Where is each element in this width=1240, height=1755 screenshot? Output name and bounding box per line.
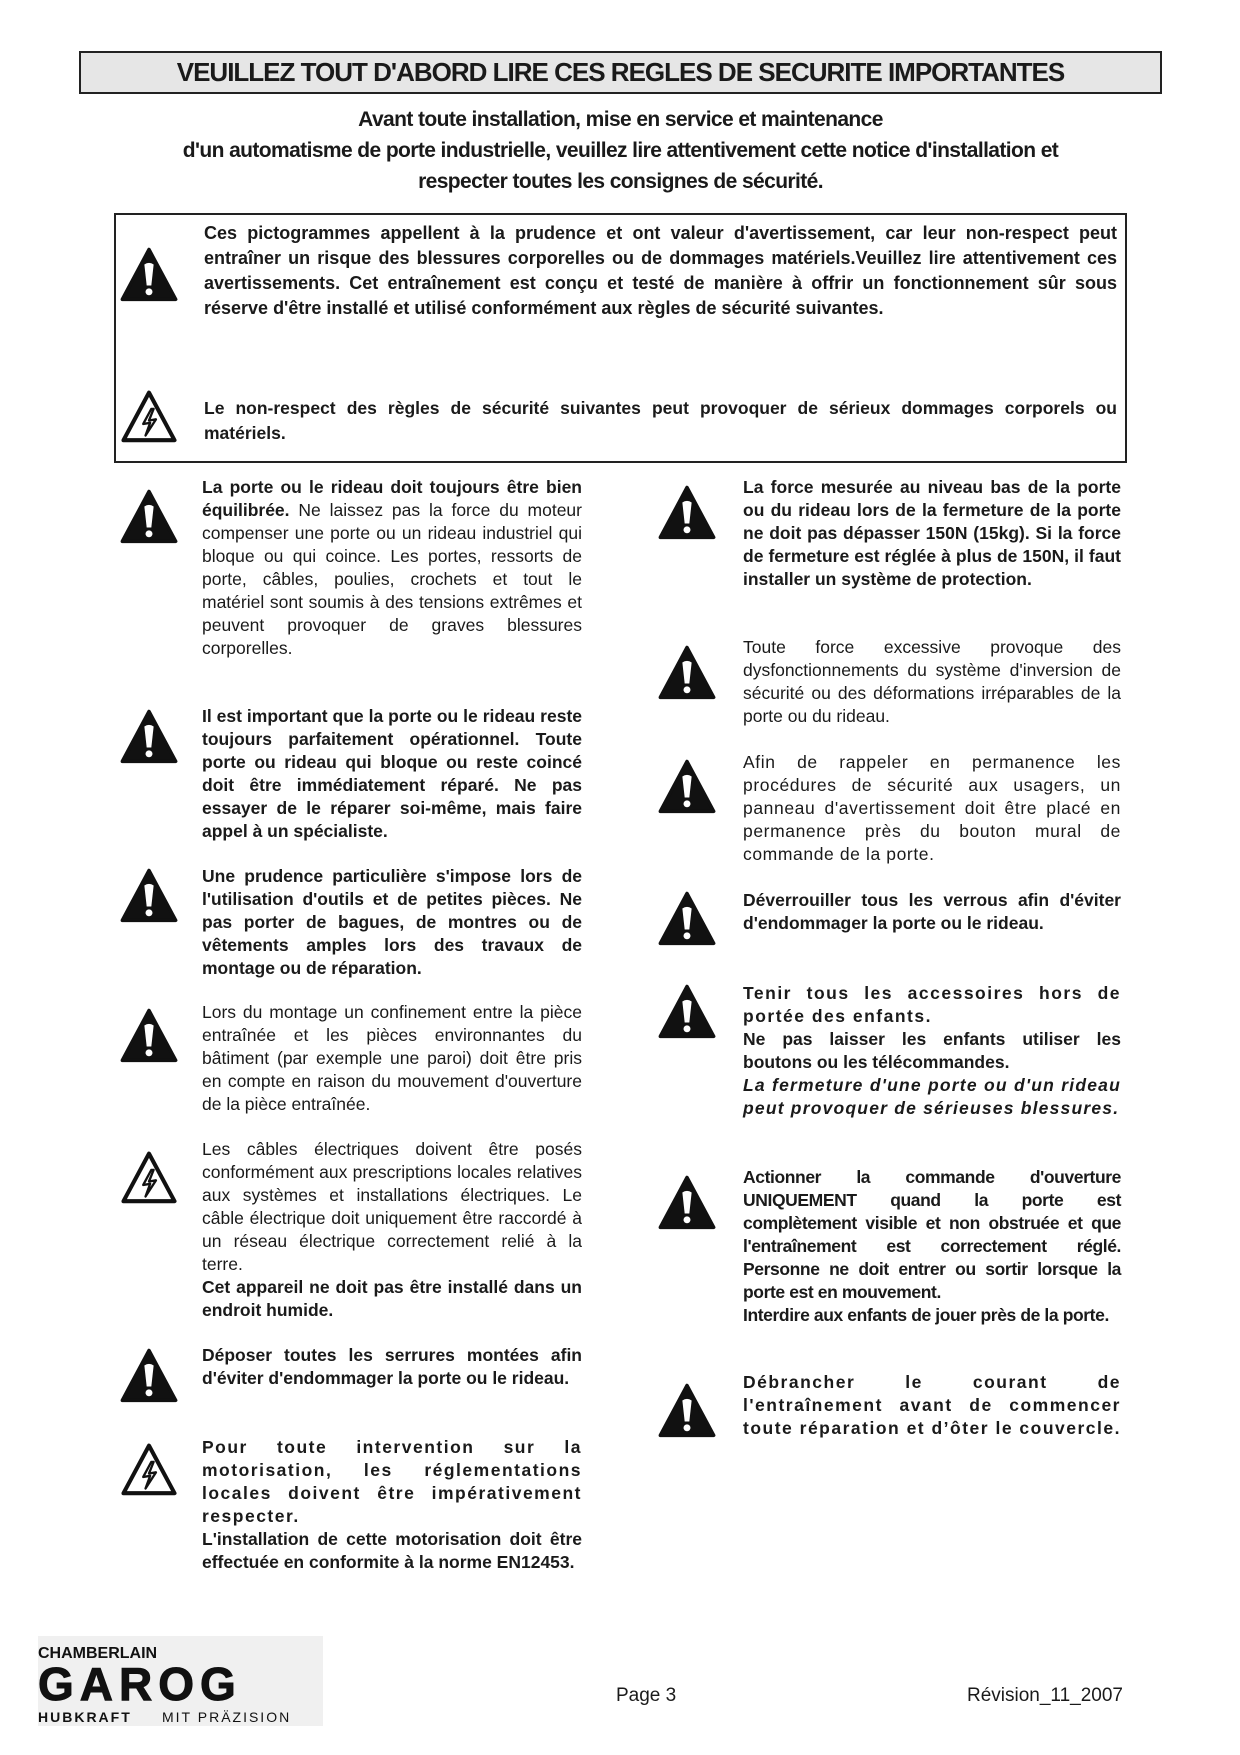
- logo-tagline: MIT PRÄZISION: [162, 1709, 292, 1725]
- safety-rule-opening: [743, 1166, 1121, 1327]
- safety-rule-locks: Déposer toutes les serrures montées afin d'éviter d'endommager la porte ou le rideau.: [202, 1345, 582, 1388]
- rule-text: Ne laissez pas la force du moteur compenser une porte ou un rideau industriel qui bloque ou qui coince. Les portes, ressorts de porte, câbles, poulies, crochets et tout le matériel sont soumis à des tensions extrêmes et peuvent provoquer de graves blessures corporelles.: [202, 500, 582, 658]
- subtitle-line: d'un automatisme de porte industrielle, veuillez lire attentivement cette notice d'installation et: [182, 139, 1059, 162]
- page-title: VEUILLEZ TOUT D'ABORD LIRE CES REGLES DE SECURITE IMPORTANTES: [176, 57, 1065, 87]
- warning-icon: [120, 246, 178, 304]
- safety-rule-unlock: Déverrouiller tous les verrous afin d'éviter d'endommager la porte ou le rideau.: [743, 890, 1121, 933]
- rule-text: Les câbles électriques doivent être posés conformément aux prescriptions locales relatives aux systèmes et installations électriques. Le câble électrique doit uniquement être raccordé à un réseau électrique correctement relié à la terre.: [202, 1139, 582, 1274]
- warning-icon: [120, 708, 178, 766]
- rule-bold: Actionner la commande d'ouverture UNIQUEMENT quand la porte est complètement visible et non obstruée et que l'entraînement est correctement réglé. Personne ne doit entrer ou sortir lorsque la porte est en mouvement.: [743, 1167, 1121, 1302]
- subtitle: [79, 104, 1162, 197]
- warning-icon: [658, 1174, 716, 1232]
- safety-rule-children: [743, 982, 1121, 1120]
- rule-bold: Cet appareil ne doit pas être installé dans un endroit humide.: [202, 1277, 582, 1320]
- subtitle-line: respecter toutes les consignes de sécurité.: [418, 170, 823, 193]
- safety-rule-cables: [202, 1138, 582, 1322]
- warning-icon: [658, 1382, 716, 1440]
- safety-rule-balance: [202, 476, 582, 660]
- electric-hazard-icon: [120, 388, 178, 446]
- warning-box-text: Ces pictogrammes appellent à la prudence et ont valeur d'avertissement, car leur non-respect peut entraîner un risque des blessures corporelles ou de dommages matériels.Veuillez lire attentivement ces avertissements. Cet entraînement est conçu et testé de manière à offrir un fonctionnement sûr sous réserve d'être installé et utilisé conformément aux règles de sécurité suivantes.: [204, 223, 1117, 318]
- safety-rule-force: La force mesurée au niveau bas de la porte ou du rideau lors de la fermeture de la porte ne doit pas dépasser 150N (15kg). Si la force de fermeture est réglée à plus de 150N, il faut installer un système de protection.: [743, 477, 1121, 589]
- rule-bold: Interdire aux enfants de jouer près de la porte.: [743, 1305, 1109, 1325]
- revision-label: Révision_11_2007: [967, 1685, 1123, 1706]
- chamberlain-garog-logo: [38, 1636, 323, 1726]
- warning-icon: [658, 890, 716, 948]
- rule-bold: L'installation de cette motorisation doit être effectuée en conformite à la norme EN12453.: [202, 1529, 582, 1572]
- rule-bold: Tenir tous les accessoires hors de portée des enfants.: [743, 983, 1121, 1026]
- safety-rule-excess-force: Toute force excessive provoque des dysfonctionnements du système d'inversion de sécurité ou des déformations irréparables de la porte ou du rideau.: [743, 637, 1121, 726]
- safety-rule-confinement: Lors du montage un confinement entre la pièce entraînée et les pièces environnantes du bâtiment (par exemple une paroi) doit être pris en compte en raison du mouvement d'ouverture de la pièce entraînée.: [202, 1002, 582, 1114]
- warning-icon: [120, 867, 178, 925]
- electric-hazard-icon: [120, 1441, 178, 1499]
- logo-top-text: CHAMBERLAIN: [38, 1645, 158, 1662]
- safety-rule-power: Débrancher le courant de l'entraînement avant de commencer toute réparation et d’ôter le couvercle.: [743, 1372, 1121, 1438]
- warning-icon: [120, 1347, 178, 1405]
- safety-rule-tools: Une prudence particulière s'impose lors de l'utilisation d'outils et de petites pièces. Ne pas porter de bagues, de montres ou de vêtements amples lors des travaux de montage ou de réparation.: [202, 866, 582, 978]
- safety-rule-regulations: [202, 1436, 582, 1574]
- title-banner: [79, 51, 1162, 94]
- logo-main-text: GAROG: [38, 1658, 242, 1710]
- warning-icon: [658, 484, 716, 542]
- rule-bold: Pour toute intervention sur la motorisation, les réglementations locales doivent être impérativement respecter.: [202, 1437, 582, 1526]
- warning-icon: [658, 983, 716, 1041]
- subtitle-line: Avant toute installation, mise en service et maintenance: [358, 108, 883, 131]
- electric-hazard-icon: [120, 1149, 178, 1207]
- electric-warning-text: Le non-respect des règles de sécurité suivantes peut provoquer de sérieux dommages corporels ou matériels.: [204, 398, 1117, 443]
- warning-icon: [120, 1007, 178, 1065]
- safety-rule-operational: Il est important que la porte ou le rideau reste toujours parfaitement opérationnel. Toute porte ou rideau qui bloque ou reste coincé doit être immédiatement réparé. Ne pas essayer de le réparer soi-même, mais faire appel à un spécialiste.: [202, 706, 582, 841]
- rule-bold: La porte ou le rideau doit toujours être bien équilibrée.: [202, 477, 582, 520]
- warning-icon: [658, 644, 716, 702]
- warning-icon: [658, 758, 716, 816]
- page-number: Page 3: [616, 1685, 677, 1706]
- rule-italic: La fermeture d'une porte ou d'un rideau peut provoquer de sérieuses blessures.: [743, 1075, 1121, 1118]
- rule-bold: Ne pas laisser les enfants utiliser les boutons ou les télécommandes.: [743, 1029, 1121, 1072]
- warning-icon: [120, 488, 178, 546]
- safety-rule-warning-panel: Afin de rappeler en permanence les procédures de sécurité aux usagers, un panneau d'avertissement doit être placé en permanence près du bouton mural de commande de la porte.: [743, 752, 1121, 864]
- logo-tagline-bold: HUBKRAFT: [38, 1709, 132, 1725]
